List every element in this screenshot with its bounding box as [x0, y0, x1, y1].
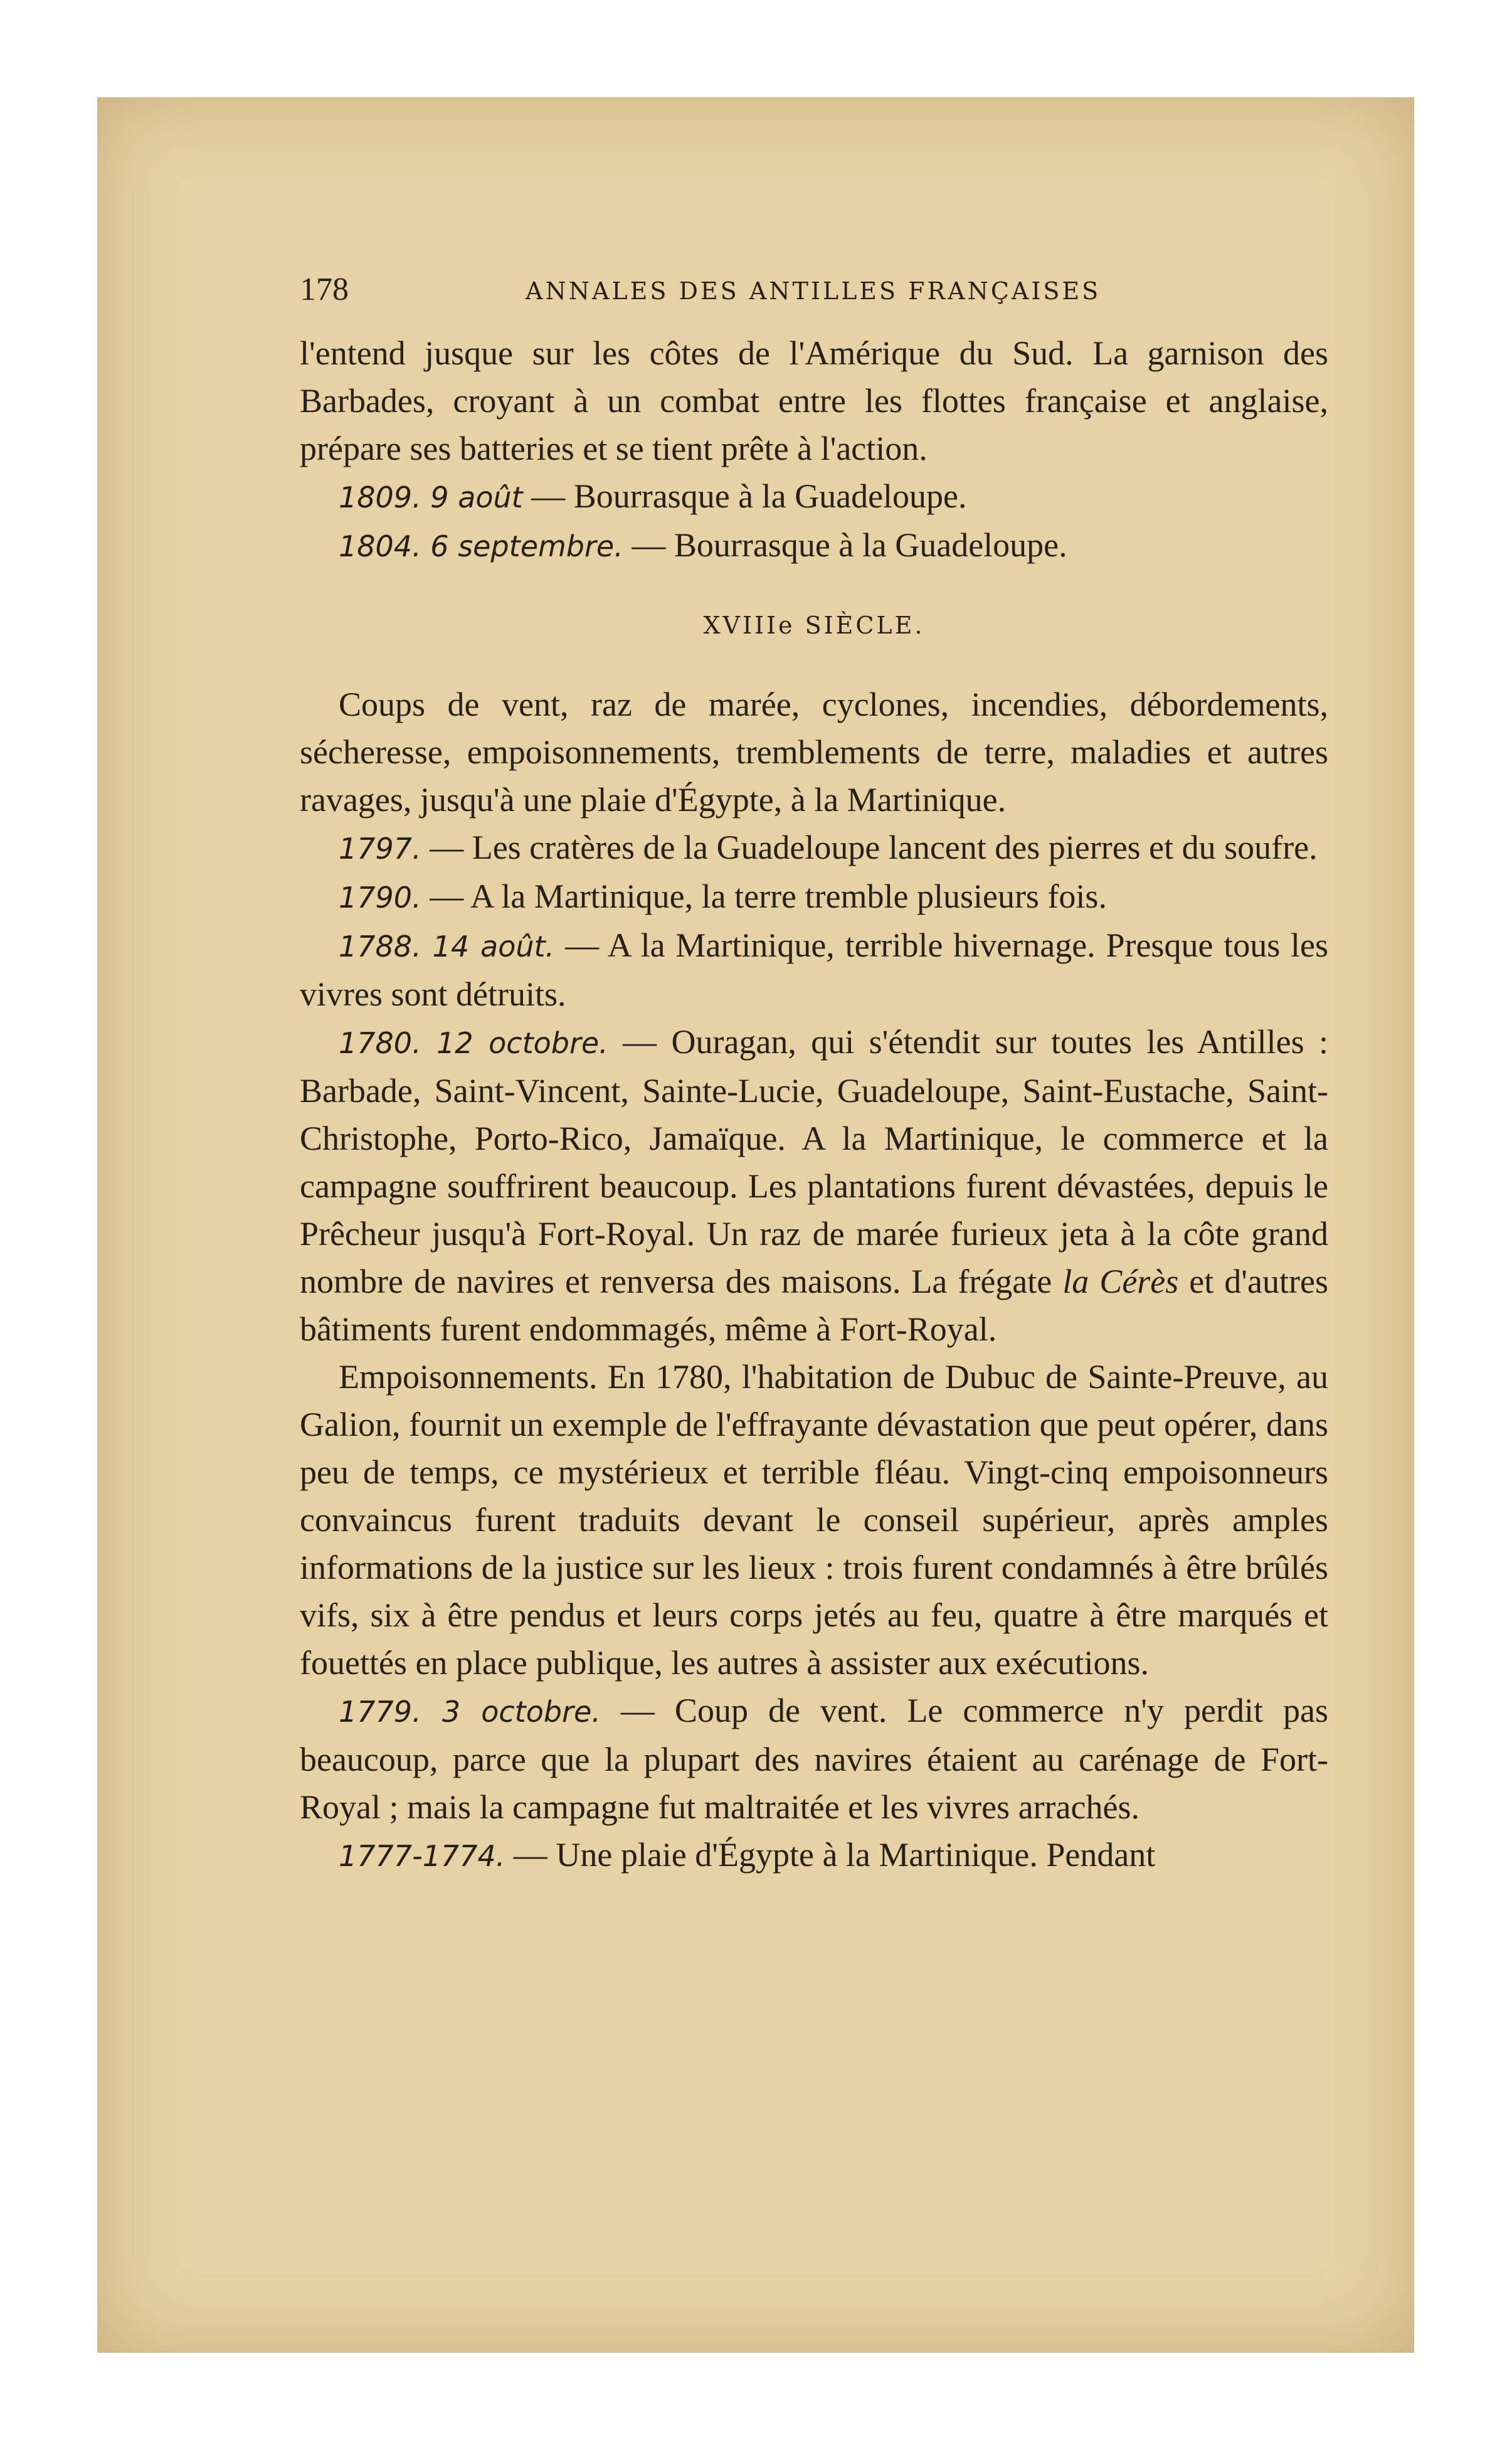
section-intro: Coups de vent, raz de marée, cyclones, incendies, débordements, sécheresse, empoisonnements, tremblements de terre, maladies et autres ravages, jusqu'à une plaie d'Égypte, à la Martinique.: [300, 686, 1328, 819]
entry-date: 1797.: [339, 832, 421, 866]
body-text: [300, 329, 1328, 1880]
entry-1777-1774: 1777-1774. — Une plaie d'Égypte à la Martinique. Pendant: [339, 1836, 1156, 1874]
page-header: [300, 271, 1328, 309]
entry-date: 1790.: [339, 881, 421, 915]
entry-1804: 1804. 6 septembre. — Bourrasque à la Guadeloupe.: [339, 526, 1067, 564]
entry-1788: 1788. 14 août. — A la Martinique, terrible hivernage. Presque tous les vivres sont détruits.: [300, 926, 1328, 1013]
entry-1779: 1779. 3 octobre. — Coup de vent. Le commerce n'y perdit pas beaucoup, parce que la plupart des navires étaient au carénage de Fort-Royal ; mais la campagne fut maltraitée et les vivres arrachés.: [300, 1692, 1328, 1826]
entry-date: 1809. 9 août: [339, 480, 523, 514]
entry-1790: 1790. — A la Martinique, la terre tremble plusieurs fois.: [339, 878, 1107, 915]
entry-date: 1788. 14 août.: [339, 930, 555, 963]
entry-1797: 1797. — Les cratères de la Guadeloupe lancent des pierres et du soufre.: [339, 829, 1318, 866]
book-page: [300, 0, 1328, 2450]
page-number: 178: [300, 272, 349, 307]
section-heading: XVIIIe SIÈCLE.: [703, 612, 925, 639]
entry-1809: 1809. 9 août — Bourrasque à la Guadeloupe.: [339, 477, 967, 515]
paragraph-continuation: l'entend jusque sur les côtes de l'Amérique du Sud. La garnison des Barbades, croyant à un combat entre les flottes française et anglaise, prépare ses batteries et se tient prête à l'action.: [300, 334, 1328, 467]
entry-1780: 1780. 12 octobre. — Ouragan, qui s'étendit sur toutes les Antilles : Barbade, Saint-Vincent, Sainte-Lucie, Guadeloupe, Saint-Eustache, Saint-Christophe, Porto-Rico, Jamaïque. A la Martinique, le commerce et la campagne souffrirent beaucoup. Les plantations furent dévastées, depuis le Prêcheur jusqu'à Fort-Royal. Un raz de marée furieux jeta à la côte grand nombre de navires et renversa des maisons. La frégate la Cérès et d'autres bâtiments furent endommagés, même à Fort-Royal.: [300, 1023, 1328, 1348]
entry-date: 1779. 3 octobre.: [339, 1695, 601, 1729]
running-title: ANNALES DES ANTILLES FRANÇAISES: [526, 277, 1101, 305]
entry-date: 1777-1774.: [339, 1839, 505, 1873]
entry-date: 1780. 12 octobre.: [339, 1026, 608, 1060]
paragraph-empoisonnements: Empoisonnements. En 1780, l'habitation de Dubuc de Sainte-Preuve, au Galion, fournit un exemple de l'effrayante dévastation que peut opérer, dans peu de temps, ce mystérieux et terrible fléau. Vingt-cinq empoisonneurs convaincus furent traduits devant le conseil supérieur, après amples informations de la justice sur les lieux : trois furent condamnés à être brûlés vifs, six à être pendus et leurs corps jetés au feu, quatre à être marqués et fouettés en place publique, les autres à assister aux exécutions.: [300, 1358, 1328, 1682]
entry-date: 1804. 6 septembre.: [339, 529, 623, 563]
ship-name: la Cérès: [1062, 1263, 1179, 1300]
